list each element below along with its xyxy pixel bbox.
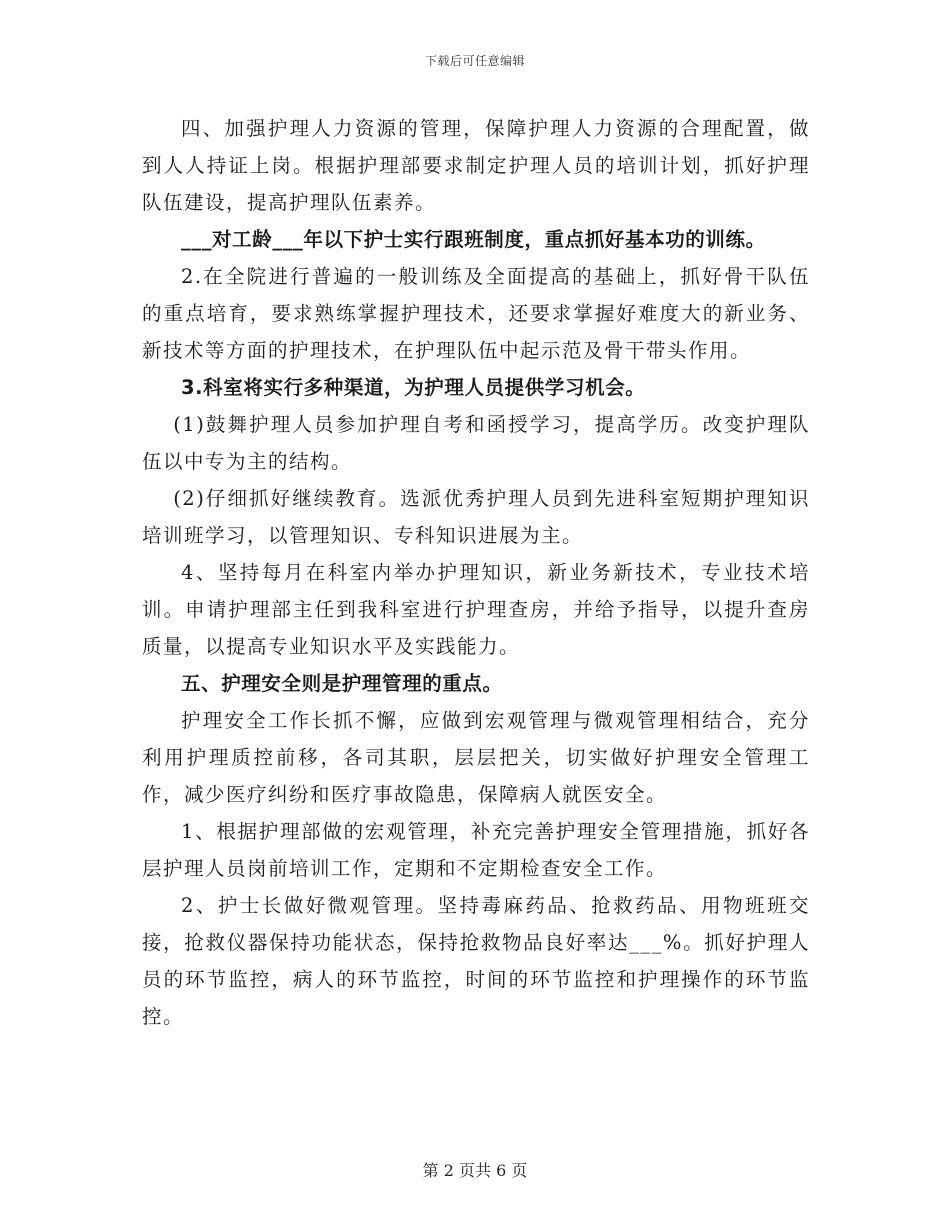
page-footer: 第 2 页共 6 页 [422, 1161, 528, 1180]
bold-heading: ___对工龄___年以下护士实行跟班制度，重点抓好基本功的训练。 [181, 228, 766, 251]
paragraph: 2.在全院进行普遍的一般训练及全面提高的基础上，抓好骨干队伍的重点培育，要求熟练掌握护理技术，还要求掌握好难度大的新业务、新技术等方面的护理技术，在护理队伍中起示范及骨干带头作用。 [142, 265, 810, 362]
paragraph: 护理安全工作长抓不懈，应做到宏观管理与微观管理相结合，充分利用护理质控前移，各司其职，层层把关，切实做好护理安全管理工作，减少医疗纠纷和医疗事故隐患，保障病人就医安全。 [142, 709, 810, 806]
paragraph: (1)鼓舞护理人员参加护理自考和函授学习，提高学历。改变护理队伍以中专为主的结构。 [142, 413, 810, 473]
page-header: 下载后可任意编辑 [424, 54, 525, 68]
paragraph: (2)仔细抓好继续教育。选派优秀护理人员到先进科室短期护理知识培训班学习，以管理知识、专科知识进展为主。 [142, 487, 810, 547]
paragraph: 四、加强护理人力资源的管理，保障护理人力资源的合理配置，做到人人持证上岗。根据护理部要求制定护理人员的培训计划，抓好护理队伍建设，提高护理队伍素养。 [142, 117, 810, 214]
paragraph: 2、护士长做好微观管理。坚持毒麻药品、抢救药品、用物班班交接，抢救仪器保持功能状态，保持抢救物品良好率达___%。抓好护理人员的环节监控，病人的环节监控，时间的环节监控和护理操作的环节监控。 [142, 894, 810, 1028]
paragraph: 4、坚持每月在科室内举办护理知识，新业务新技术，专业技术培训。申请护理部主任到我科室进行护理查房，并给予指导，以提升查房质量，以提高专业知识水平及实践能力。 [142, 561, 810, 658]
document-body [142, 110, 810, 1035]
bold-heading: 3.科室将实行多种渠道，为护理人员提供学习机会。 [181, 376, 646, 399]
bold-heading: 五、护理安全则是护理管理的重点。 [181, 672, 503, 695]
paragraph: 1、根据护理部做的宏观管理，补充完善护理安全管理措施，抓好各层护理人员岗前培训工作，定期和不定期检查安全工作。 [142, 820, 810, 880]
